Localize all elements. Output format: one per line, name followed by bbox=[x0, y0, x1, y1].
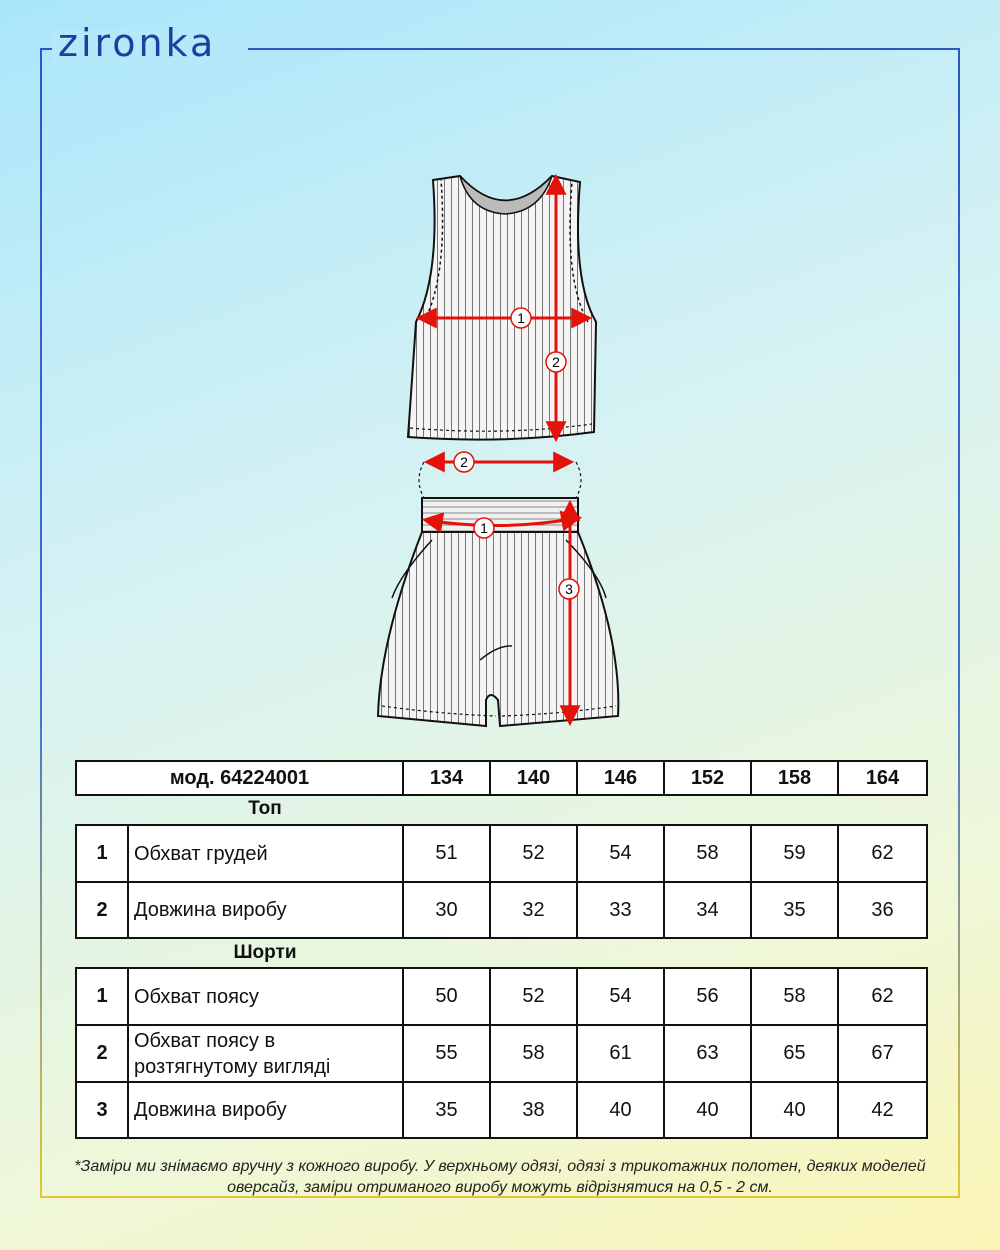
size-164: 164 bbox=[838, 761, 927, 795]
size-152: 152 bbox=[664, 761, 751, 795]
section-title-shorts: Шорти bbox=[233, 942, 297, 963]
size-header-table bbox=[75, 760, 928, 796]
marker-shorts-2 bbox=[454, 452, 474, 472]
size-158: 158 bbox=[751, 761, 838, 795]
section-title-top: Топ bbox=[248, 798, 282, 819]
marker-shorts-3 bbox=[559, 579, 579, 599]
shorts-drawing bbox=[378, 462, 618, 726]
tank-top-drawing bbox=[408, 176, 596, 440]
top-table bbox=[75, 824, 928, 939]
svg-text:3: 3 bbox=[565, 581, 573, 597]
svg-text:2: 2 bbox=[460, 454, 468, 470]
size-140: 140 bbox=[490, 761, 577, 795]
marker-top-1 bbox=[511, 308, 531, 328]
brand-logo: zironka bbox=[58, 21, 217, 65]
svg-text:1: 1 bbox=[480, 520, 488, 536]
svg-text:2: 2 bbox=[552, 354, 560, 370]
table-row: 2 Обхват поясу в розтягнутому вигляді 55 58 61 63 65 67 bbox=[76, 1025, 927, 1082]
size-134: 134 bbox=[403, 761, 490, 795]
svg-text:1: 1 bbox=[517, 310, 525, 326]
marker-top-2 bbox=[546, 352, 566, 372]
table-row: 1 Обхват поясу 50 52 54 56 58 62 bbox=[76, 968, 927, 1025]
model-label: мод. 64224001 bbox=[76, 761, 403, 795]
table-row: 3 Довжина виробу 35 38 40 40 40 42 bbox=[76, 1082, 927, 1138]
size-146: 146 bbox=[577, 761, 664, 795]
marker-shorts-1 bbox=[474, 518, 494, 538]
table-row: 2 Довжина виробу 30 32 33 34 35 36 bbox=[76, 882, 927, 938]
table-row: 1 Обхват грудей 51 52 54 58 59 62 bbox=[76, 825, 927, 882]
footnote: *Заміри ми знімаємо вручну з кожного виробу. У верхньому одязі, одязі з трикотажних полотен, деяких моделей оверсайз, заміри отриманого виробу можуть відрізнятися на 0,5 - 2 см. bbox=[74, 1158, 926, 1196]
shorts-table bbox=[75, 967, 928, 1139]
